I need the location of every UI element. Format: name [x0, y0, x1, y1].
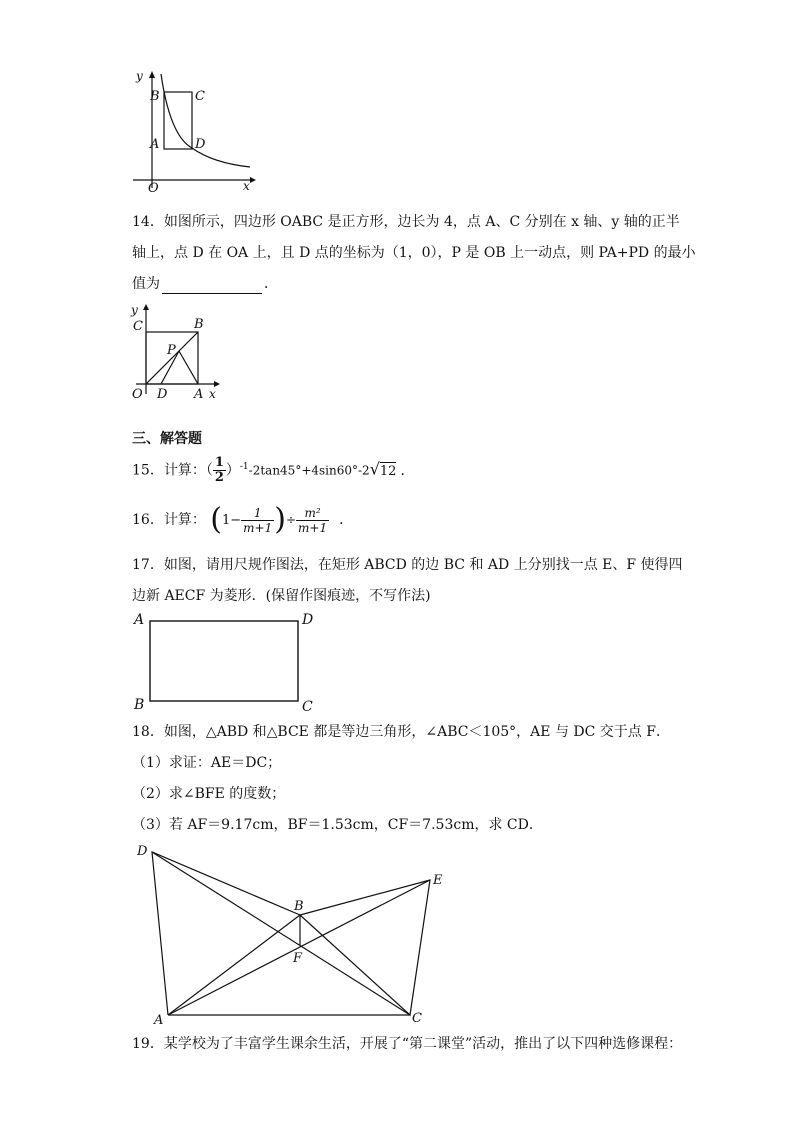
sqrt-sign: √ — [369, 459, 380, 479]
label-p: P — [167, 343, 176, 358]
label-o: O — [132, 387, 143, 402]
label-b: B — [134, 697, 145, 713]
label-a: A — [194, 387, 204, 402]
q15-paren: ） — [225, 462, 240, 479]
label-b: B — [294, 899, 304, 914]
q15-rest: -2tan45°+4sin60°-2 — [248, 463, 370, 478]
label-b: B — [150, 89, 160, 104]
q16-fraction2: $\frac{\text{m²}}{m+1}$ — [298, 505, 328, 535]
x-axis-arrow — [250, 177, 256, 183]
q18-line1: 18．如图，△ABD 和△BCE 都是等边三角形，∠ABC＜105°，AE 与 DC 交于点 F． — [132, 724, 670, 740]
label-o: O — [148, 181, 159, 196]
q18-part3: （3）若 AF＝9.17cm，BF＝1.53cm，CF＝7.53cm，求 CD． — [132, 817, 543, 833]
figure-q13 — [128, 66, 258, 196]
label-c: C — [412, 1011, 422, 1026]
q18-part2: （2）求∠BFE 的度数； — [132, 786, 286, 802]
label-a: A — [154, 1013, 164, 1028]
q15-prefix: 15．计算：（ — [132, 462, 213, 479]
q16 — [132, 502, 353, 539]
label-e: E — [433, 873, 443, 888]
label-x: x — [243, 179, 250, 193]
figure-q17 — [130, 608, 330, 714]
segment-dc — [152, 852, 410, 1015]
label-b: B — [194, 317, 204, 332]
label-y: y — [136, 69, 143, 83]
y-axis-arrow — [149, 71, 155, 78]
figure-q18 — [130, 840, 450, 1030]
q16-fraction1: $\frac{1}{m+1}$ — [243, 505, 273, 535]
q14-suffix: ． — [264, 276, 278, 292]
triangle-abd — [152, 852, 300, 1015]
q14-line3 — [132, 274, 278, 294]
label-a: A — [150, 137, 160, 152]
triangle-bce — [300, 880, 430, 1015]
segment-pa — [179, 351, 198, 384]
rectangle-abcd — [164, 92, 192, 149]
label-d: D — [137, 844, 148, 859]
section-header: 三、解答题 — [132, 431, 202, 447]
q16-left-paren: ( — [210, 502, 222, 537]
q16-right-paren: ) — [274, 502, 286, 537]
label-f: F — [293, 951, 303, 966]
q14-prefix: 值为 — [132, 276, 160, 292]
q17-line1: 17．如图，请用尺规作图法，在矩形 ABCD 的边 BC 和 AD 上分别找一点 E、F 使得四 — [132, 557, 683, 573]
label-c: C — [133, 319, 143, 334]
q14-line1: 14．如图所示，四边形 OABC 是正方形，边长为 4，点 A、C 分别在 x 轴、y 轴的正半 — [132, 214, 680, 230]
q14-line2: 轴上，点 D 在 OA 上，且 D 点的坐标为（1，0），P 是 OB 上一动点，则 PA+PD 的最小 — [132, 245, 696, 261]
figure-q14 — [128, 302, 228, 402]
q15-exponent: -1 — [239, 462, 249, 472]
q15-radicand: 12 — [379, 463, 397, 479]
q15-end: ． — [400, 462, 415, 479]
diagonal-ob — [146, 332, 198, 384]
q15 — [132, 455, 414, 485]
label-d: D — [195, 137, 206, 152]
answer-blank[interactable] — [162, 279, 262, 294]
label-d: D — [302, 612, 314, 628]
q19-line1: 19．某学校为了丰富学生课余生活，开展了“第二课堂”活动，推出了以下四种选修课程： — [132, 1036, 683, 1052]
label-d: D — [157, 387, 168, 402]
label-a: A — [134, 612, 145, 628]
q16-end: ． — [339, 512, 354, 528]
q16-one-minus: 1− — [222, 513, 242, 528]
rectangle-abcd — [150, 621, 298, 701]
label-c: C — [195, 89, 205, 104]
q16-div: ÷ — [285, 513, 297, 527]
q15-fraction: $\frac{1}{2}$ — [214, 455, 224, 486]
label-c: C — [302, 699, 313, 714]
label-x: x — [209, 387, 216, 401]
y-axis-arrow — [143, 304, 149, 310]
q16-prefix: 16．计算： — [132, 512, 206, 528]
q17-line2: 边新 AECF 为菱形．(保留作图痕迹，不写作法) — [132, 588, 431, 604]
label-y: y — [131, 303, 138, 317]
hyperbola-curve — [161, 74, 250, 167]
q18-part1: （1）求证：AE＝DC； — [132, 755, 282, 771]
